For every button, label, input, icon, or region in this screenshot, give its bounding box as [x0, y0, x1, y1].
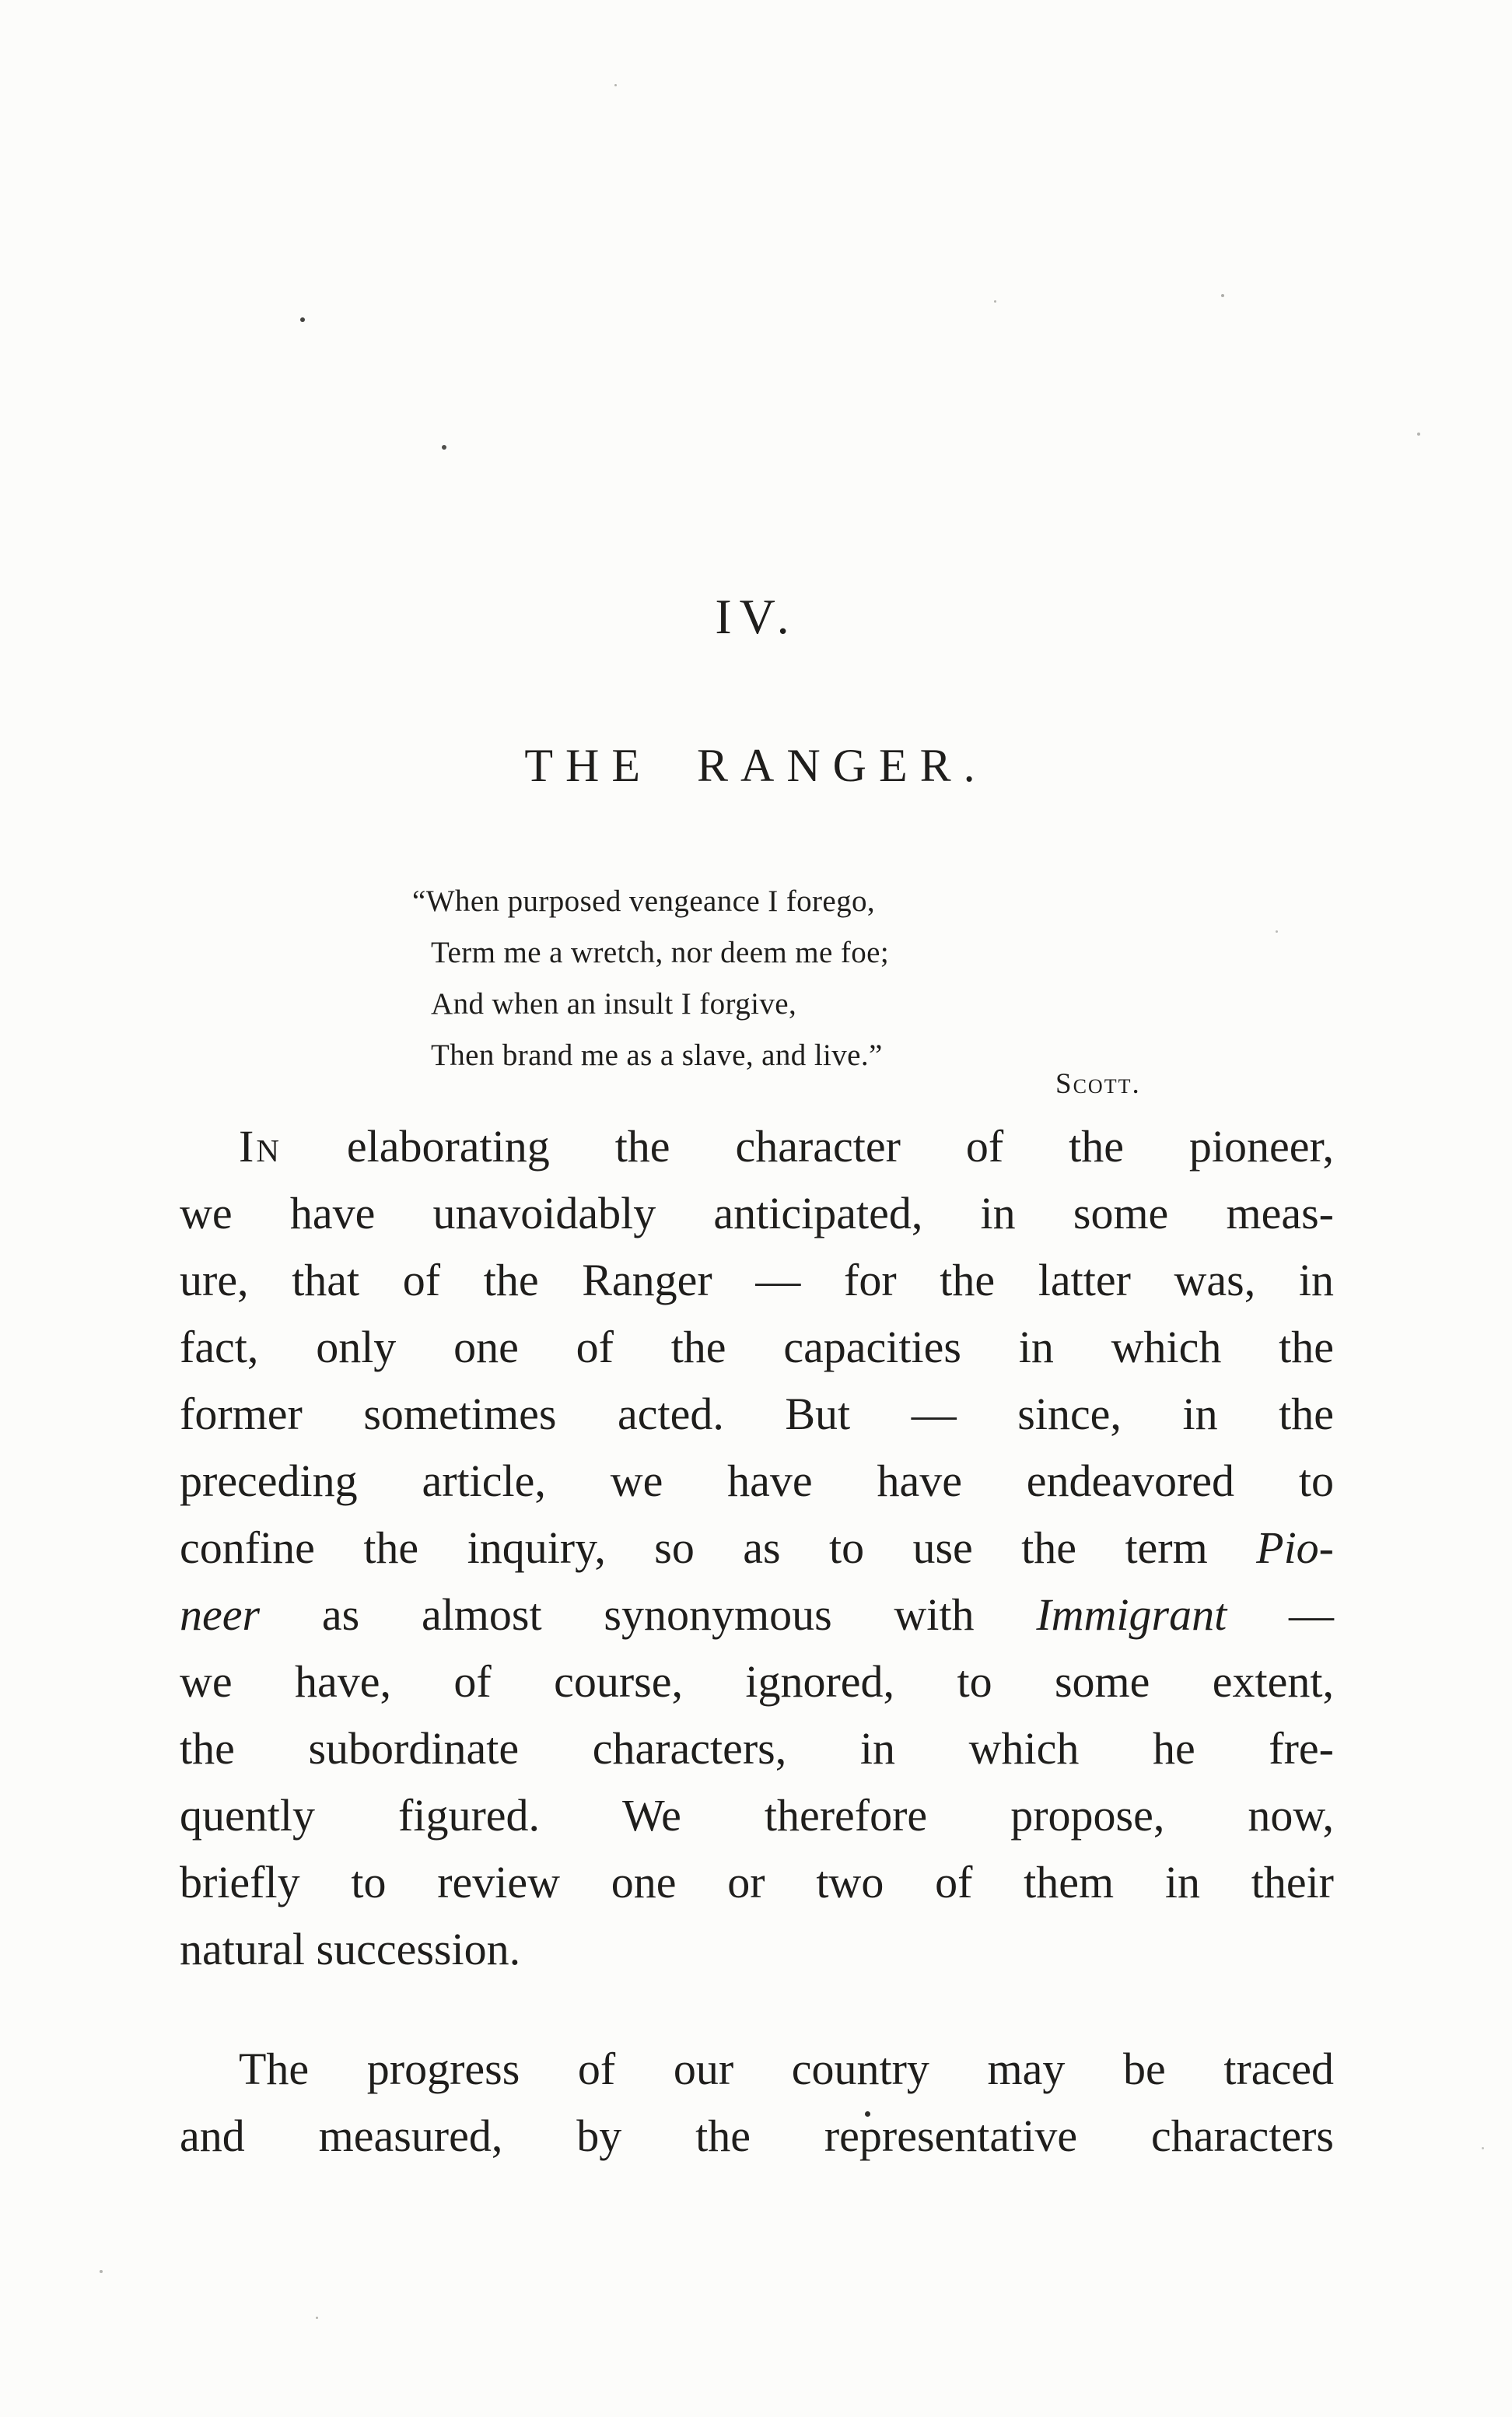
scan-speck [1221, 294, 1224, 297]
chapter-number: IV. [715, 589, 797, 644]
paragraph-1 [180, 1113, 1334, 1983]
epigraph-attribution: Scott. [1055, 1068, 1141, 1100]
scan-speck [1482, 2147, 1484, 2149]
body-line: The progress of our country may be traced [239, 2044, 1334, 2094]
lead-word: In [239, 1121, 282, 1172]
body-line: quently figured. We therefore propose, now, [180, 1790, 1334, 1841]
epigraph-line: “When purposed vengeance I forego, [412, 884, 876, 918]
epigraph-line: And when an insult I forgive, [431, 987, 797, 1021]
scan-speck [614, 84, 617, 86]
body-line [180, 1582, 1334, 1648]
epigraph-line: Then brand me as a slave, and live.” [431, 1039, 883, 1072]
body-line [180, 1515, 1334, 1582]
scan-speck [100, 2270, 103, 2273]
body-line: ure, that of the Ranger — for the latter was, in [180, 1255, 1334, 1305]
italic-word: neer [180, 1589, 261, 1640]
body-line: fact, only one of the capacities in which the [180, 1322, 1334, 1372]
body-line [180, 1113, 1334, 1180]
body-line-text: confine the inquiry, so as to use the term [180, 1522, 1257, 1573]
scan-speck [994, 300, 996, 303]
scan-speck [442, 445, 446, 450]
body-line: briefly to review one or two of them in their [180, 1857, 1334, 1907]
page-body [180, 1113, 1334, 2170]
scan-speck [316, 2317, 318, 2319]
body-line: former sometimes acted. But — since, in the [180, 1389, 1334, 1439]
body-line-text: elaborating the character of the pioneer, [281, 1121, 1334, 1172]
body-line: we have unavoidably anticipated, in some meas- [180, 1188, 1334, 1238]
epigraph-line: Term me a wretch, nor deem me foe; [431, 936, 890, 969]
epigraph [412, 876, 889, 1081]
italic-word: Pio- [1256, 1522, 1334, 1573]
chapter-title: THE RANGER. [524, 740, 988, 791]
italic-word: Immigrant [1036, 1589, 1227, 1640]
body-line: natural succession. [180, 1924, 521, 1974]
body-line-text: as almost synonymous with [260, 1589, 1037, 1640]
body-line: preceding article, we have have endeavored to [180, 1455, 1334, 1506]
body-line-text: — [1227, 1589, 1335, 1640]
body-line: the subordinate characters, in which he fre- [180, 1723, 1334, 1774]
scan-speck [1417, 433, 1420, 436]
scan-speck [300, 317, 305, 322]
scan-speck [1276, 930, 1278, 933]
paragraph-2 [180, 2036, 1334, 2170]
body-line: we have, of course, ignored, to some extent, [180, 1656, 1334, 1707]
body-line: and measured, by the representative characters [180, 2110, 1334, 2161]
